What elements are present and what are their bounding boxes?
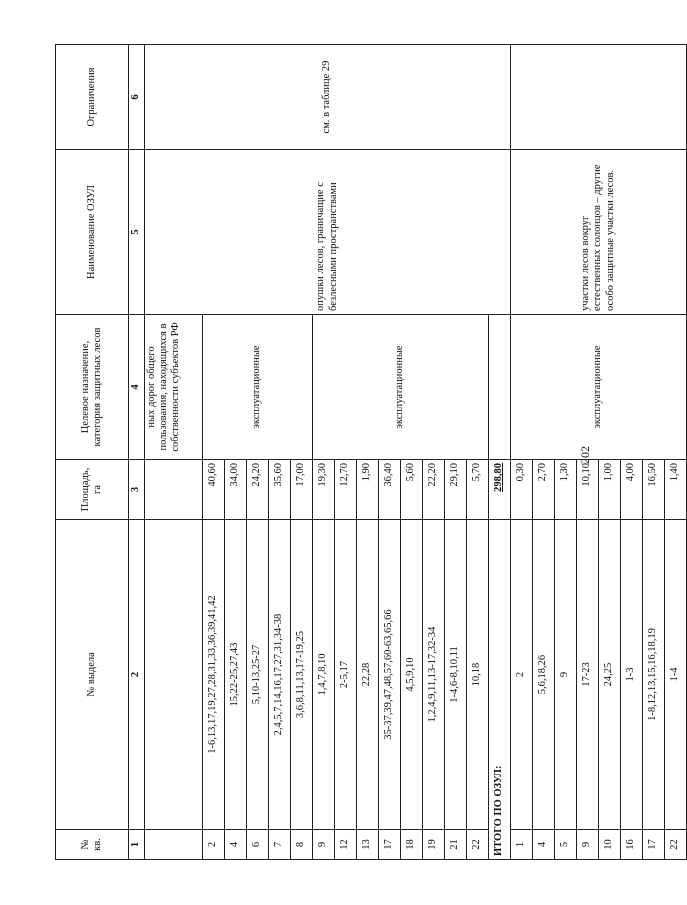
kv-cell: 4 (225, 830, 247, 860)
total-label: ИТОГО ПО ОЗУЛ: (489, 520, 511, 860)
total-area: 298,80 (489, 460, 511, 520)
kv-cell: 10 (599, 830, 621, 860)
ozul-name-cell-group1: опушки лесов, граничащие с безлесными пространствами (145, 150, 511, 315)
area-cell: 34,00 (225, 460, 247, 520)
header-kv: № кв. (56, 830, 129, 860)
purpose-continuation-cell: ных дорог общего пользования, находящихся в собственности субъектов РФ (145, 315, 203, 460)
vydel-cell: 1-3 (621, 520, 643, 830)
restriction-cell-group2 (511, 45, 687, 150)
vydel-cell (145, 520, 203, 830)
vydel-cell: 3,6,8,11,13,17-19,25 (291, 520, 313, 830)
kv-cell: 19 (423, 830, 445, 860)
header-restrictions: Ограничения (56, 45, 129, 150)
kv-cell: 22 (467, 830, 489, 860)
vydel-cell: 1,4,7,8,10 (313, 520, 335, 830)
area-cell: 0,30 (511, 460, 533, 520)
kv-cell (145, 830, 203, 860)
header-area: Площадь, га (56, 460, 129, 520)
kv-cell: 9 (313, 830, 335, 860)
column-number: 5 (129, 150, 145, 315)
kv-cell: 17 (643, 830, 665, 860)
area-cell: 40,60 (203, 460, 225, 520)
vydel-cell: 4,5,9,10 (401, 520, 423, 830)
vydel-cell: 1-6,13,17,19,27,28,31,33,36,39,41,42 (203, 520, 225, 830)
area-cell: 16,50 (643, 460, 665, 520)
column-number: 1 (129, 830, 145, 860)
vydel-cell: 35-37,39,47,48,57,60-63,65,66 (379, 520, 401, 830)
kv-cell: 13 (357, 830, 379, 860)
vydel-cell: 10,18 (467, 520, 489, 830)
vydel-cell: 22,28 (357, 520, 379, 830)
restriction-cell-group1: см. в таблице 29 (145, 45, 511, 150)
vydel-cell: 2,4,5,7,14,16,17,27,31,34-38 (269, 520, 291, 830)
purpose-cell-group1b: эксплуатационные (313, 315, 489, 460)
kv-cell: 5 (555, 830, 577, 860)
vydel-cell: 2 (511, 520, 533, 830)
kv-cell: 17 (379, 830, 401, 860)
area-cell: 19,30 (313, 460, 335, 520)
vydel-cell: 1-4,6-8,10,11 (445, 520, 467, 830)
kv-cell: 18 (401, 830, 423, 860)
kv-cell: 21 (445, 830, 467, 860)
area-cell: 29,10 (445, 460, 467, 520)
area-cell: 24,20 (247, 460, 269, 520)
area-cell: 22,20 (423, 460, 445, 520)
vydel-cell: 24,25 (599, 520, 621, 830)
column-number-row (129, 45, 145, 860)
kv-cell: 22 (665, 830, 687, 860)
kv-cell: 1 (511, 830, 533, 860)
area-cell: 1,40 (665, 460, 687, 520)
area-cell: 12,70 (335, 460, 357, 520)
vydel-cell: 15,22-25,27,43 (225, 520, 247, 830)
rotated-table-container (55, 45, 681, 860)
column-number: 4 (129, 315, 145, 460)
kv-cell: 4 (533, 830, 555, 860)
vydel-cell: 1-4 (665, 520, 687, 830)
vydel-cell: 5,10-13,25-27 (247, 520, 269, 830)
vydel-cell: 1,2,4,9,11,13-17,32-34 (423, 520, 445, 830)
kv-cell: 16 (621, 830, 643, 860)
vydel-cell: 2-5,17 (335, 520, 357, 830)
page-number: 202 (578, 446, 592, 464)
vydel-cell: 9 (555, 520, 577, 830)
area-cell: 5,60 (401, 460, 423, 520)
column-number: 6 (129, 45, 145, 150)
header-ozul-name: Наименование ОЗУЛ (56, 150, 129, 315)
kv-cell: 9 (577, 830, 599, 860)
column-number: 3 (129, 460, 145, 520)
kv-cell: 8 (291, 830, 313, 860)
area-cell: 10,10 (577, 460, 599, 520)
kv-cell: 7 (269, 830, 291, 860)
kv-cell: 2 (203, 830, 225, 860)
area-cell: 36,40 (379, 460, 401, 520)
header-vydel: № выдела (56, 520, 129, 830)
area-cell: 2,70 (533, 460, 555, 520)
area-cell: 1,30 (555, 460, 577, 520)
kv-cell: 12 (335, 830, 357, 860)
total-empty-cell (489, 315, 511, 460)
area-cell: 17,00 (291, 460, 313, 520)
ozul-table (55, 44, 687, 860)
purpose-cell-group1a: эксплуатационные (203, 315, 313, 460)
vydel-cell: 5,6,18,26 (533, 520, 555, 830)
area-cell: 1,90 (357, 460, 379, 520)
column-number: 2 (129, 520, 145, 830)
area-cell: 35,60 (269, 460, 291, 520)
purpose-cell-group2: эксплуатационные (511, 315, 687, 460)
area-cell: 1,00 (599, 460, 621, 520)
area-cell: 4,00 (621, 460, 643, 520)
vydel-cell: 17-23 (577, 520, 599, 830)
ozul-name-cell-group2: участки лесов вокруг естественных солонцов – другие особо защитные участки лесов. (511, 150, 687, 315)
area-cell: 5,70 (467, 460, 489, 520)
vydel-cell: 1-8,12,13,15,16,18,19 (643, 520, 665, 830)
kv-cell: 6 (247, 830, 269, 860)
header-purpose: Целевое назначение, категория защитных лесов (56, 315, 129, 460)
area-cell (145, 460, 203, 520)
